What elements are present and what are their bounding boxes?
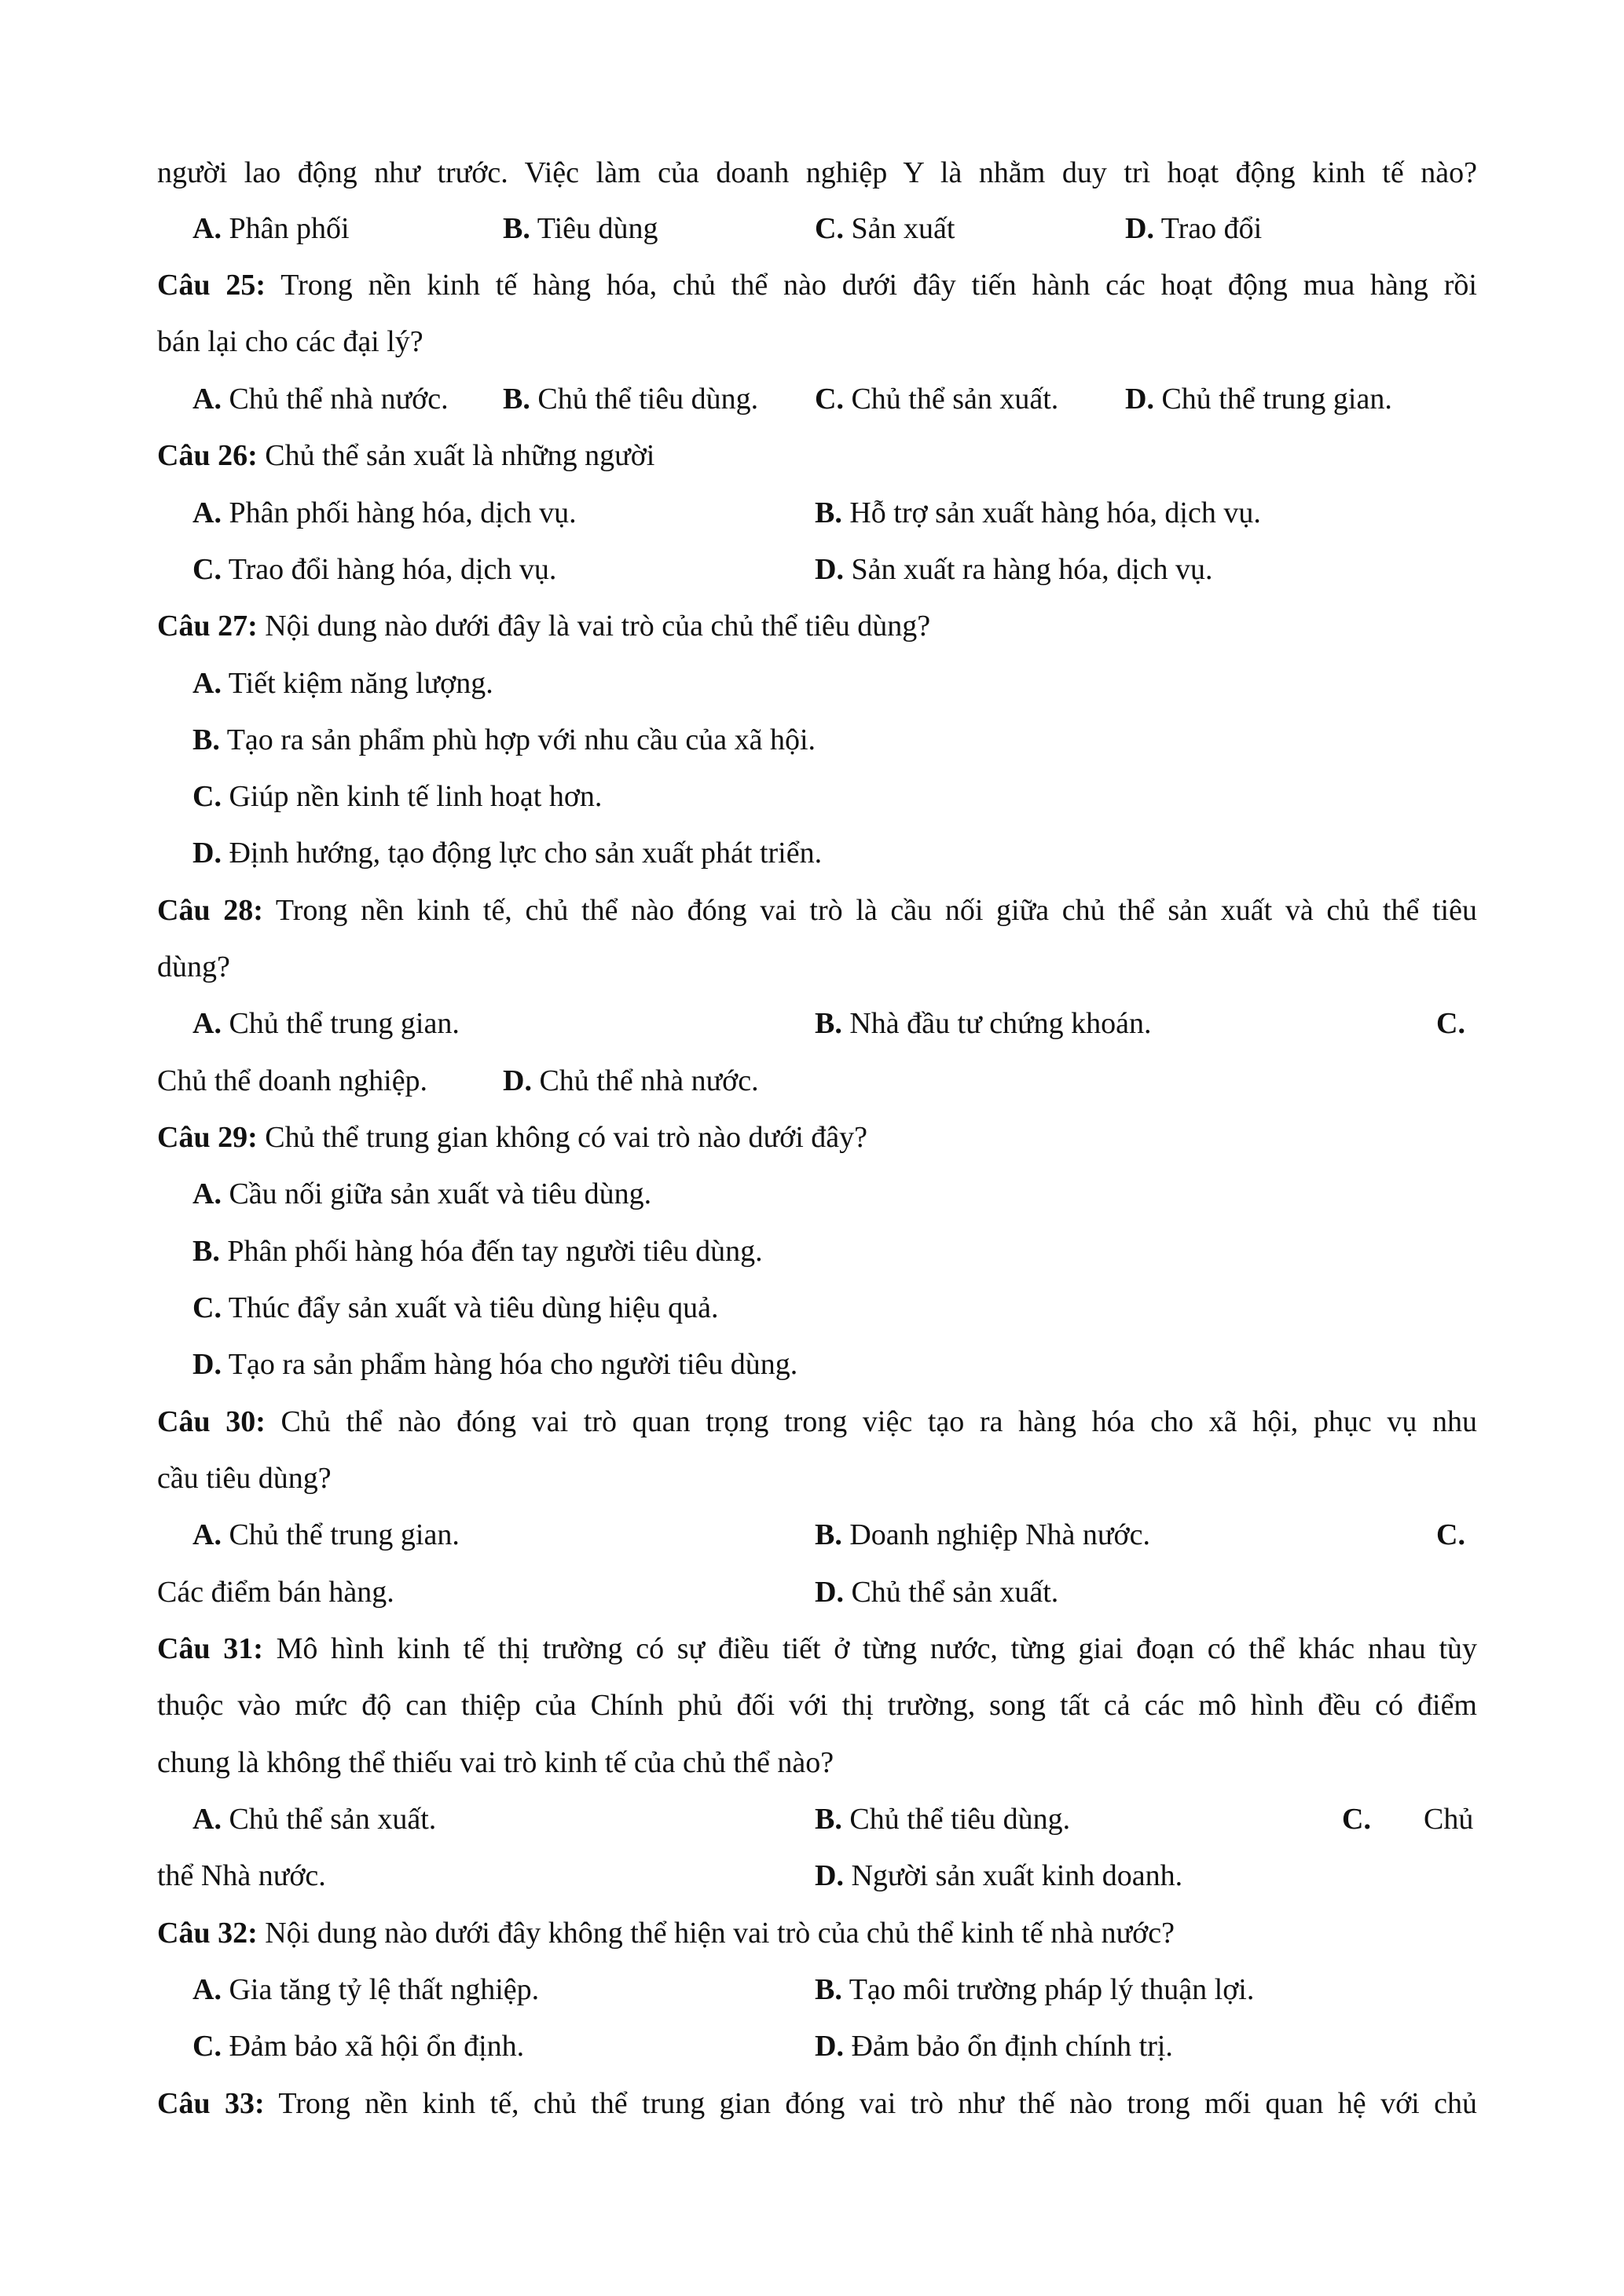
answer-option: B. Chủ thể tiêu dùng. (815, 1803, 1071, 1836)
answer-option: A. Chủ thể trung gian. (192, 1518, 460, 1551)
answer-option: C. Thúc đẩy sản xuất và tiêu dùng hiệu quả. (192, 1291, 719, 1324)
question-text-line: người lao động như trước. Việc làm của doanh nghiệp Y là nhằm duy trì hoạt động kinh tế nào? (157, 156, 1477, 189)
answer-option: B. Nhà đầu tư chứng khoán. (815, 1007, 1152, 1040)
question-text-line: chung là không thể thiếu vai trò kinh tế của chủ thể nào? (157, 1746, 834, 1779)
answer-option: D. Chủ thể trung gian. (1125, 383, 1392, 416)
answer-option: D. Tạo ra sản phẩm hàng hóa cho người tiêu dùng. (192, 1348, 798, 1381)
answer-option: C. Trao đổi hàng hóa, dịch vụ. (192, 553, 557, 586)
question-text-line: dùng? (157, 950, 230, 983)
answer-option: A. Chủ thể trung gian. (192, 1007, 460, 1040)
answer-option-label: C. (1436, 1518, 1465, 1551)
answer-option: B. Tiêu dùng (503, 212, 658, 245)
answer-option: D. Đảm bảo ổn định chính trị. (815, 2030, 1173, 2063)
question-30-stem: Câu 30: Chủ thể nào đóng vai trò quan trọng trong việc tạo ra hàng hóa cho xã hội, phục vụ nhu (157, 1405, 1478, 1438)
answer-option-text: thể Nhà nước. (157, 1859, 326, 1892)
answer-option-label: C. (1436, 1007, 1465, 1040)
answer-option: B. Chủ thể tiêu dùng. (503, 383, 759, 416)
answer-option-text: Các điểm bán hàng. (157, 1576, 394, 1609)
answer-option: D. Chủ thể nhà nước. (503, 1064, 759, 1097)
answer-option: A. Chủ thể sản xuất. (192, 1803, 437, 1836)
question-26-stem: Câu 26: Chủ thể sản xuất là những người (157, 439, 655, 472)
answer-option: C. Sản xuất (815, 212, 955, 245)
answer-option: B. Doanh nghiệp Nhà nước. (815, 1518, 1150, 1551)
answer-option: B. Tạo ra sản phẩm phù hợp với nhu cầu của xã hội. (192, 723, 816, 756)
answer-option-label: C. (1342, 1803, 1371, 1836)
answer-option: D. Sản xuất ra hàng hóa, dịch vụ. (815, 553, 1213, 586)
question-text-line: cầu tiêu dùng? (157, 1462, 332, 1495)
answer-option: A. Phân phối (192, 212, 350, 245)
question-29-stem: Câu 29: Chủ thể trung gian không có vai trò nào dưới đây? (157, 1121, 867, 1154)
answer-option-text: Chủ (1424, 1803, 1474, 1836)
answer-option: C. Giúp nền kinh tế linh hoạt hơn. (192, 780, 603, 813)
answer-option: B. Hỗ trợ sản xuất hàng hóa, dịch vụ. (815, 496, 1261, 529)
answer-option-text: Chủ thể doanh nghiệp. (157, 1064, 428, 1097)
question-33-stem: Câu 33: Trong nền kinh tế, chủ thể trung gian đóng vai trò như thế nào trong mối quan hệ với chủ (157, 2087, 1477, 2120)
question-text-line: bán lại cho các đại lý? (157, 325, 423, 358)
answer-option: D. Định hướng, tạo động lực cho sản xuất phát triển. (192, 837, 823, 870)
question-28-stem: Câu 28: Trong nền kinh tế, chủ thể nào đóng vai trò là cầu nối giữa chủ thể sản xuất và chủ thể tiêu (157, 894, 1477, 927)
question-31-stem: Câu 31: Mô hình kinh tế thị trường có sự điều tiết ở từng nước, từng giai đoạn có thể khác nhau tùy (157, 1632, 1477, 1665)
question-25-stem: Câu 25: Trong nền kinh tế hàng hóa, chủ thể nào dưới đây tiến hành các hoạt động mua hàng rồi (157, 269, 1477, 302)
answer-option: D. Chủ thể sản xuất. (815, 1576, 1059, 1609)
answer-option: B. Tạo môi trường pháp lý thuận lợi. (815, 1973, 1255, 2006)
answer-option: A. Phân phối hàng hóa, dịch vụ. (192, 496, 577, 529)
answer-option: B. Phân phối hàng hóa đến tay người tiêu dùng. (192, 1235, 763, 1268)
answer-option: A. Gia tăng tỷ lệ thất nghiệp. (192, 1973, 540, 2006)
answer-option: A. Tiết kiệm năng lượng. (192, 667, 493, 700)
question-32-stem: Câu 32: Nội dung nào dưới đây không thể hiện vai trò của chủ thể kinh tế nhà nước? (157, 1917, 1175, 1950)
question-text-line: thuộc vào mức độ can thiệp của Chính phủ đối với thị trường, song tất cả các mô hình đều có điểm (157, 1689, 1477, 1722)
answer-option: C. Đảm bảo xã hội ổn định. (192, 2030, 525, 2063)
answer-option: C. Chủ thể sản xuất. (815, 383, 1059, 416)
answer-option: D. Người sản xuất kinh doanh. (815, 1859, 1183, 1892)
answer-option: A. Chủ thể nhà nước. (192, 383, 449, 416)
answer-option: D. Trao đổi (1125, 212, 1263, 245)
question-27-stem: Câu 27: Nội dung nào dưới đây là vai trò của chủ thể tiêu dùng? (157, 610, 931, 643)
answer-option: A. Cầu nối giữa sản xuất và tiêu dùng. (192, 1177, 652, 1210)
